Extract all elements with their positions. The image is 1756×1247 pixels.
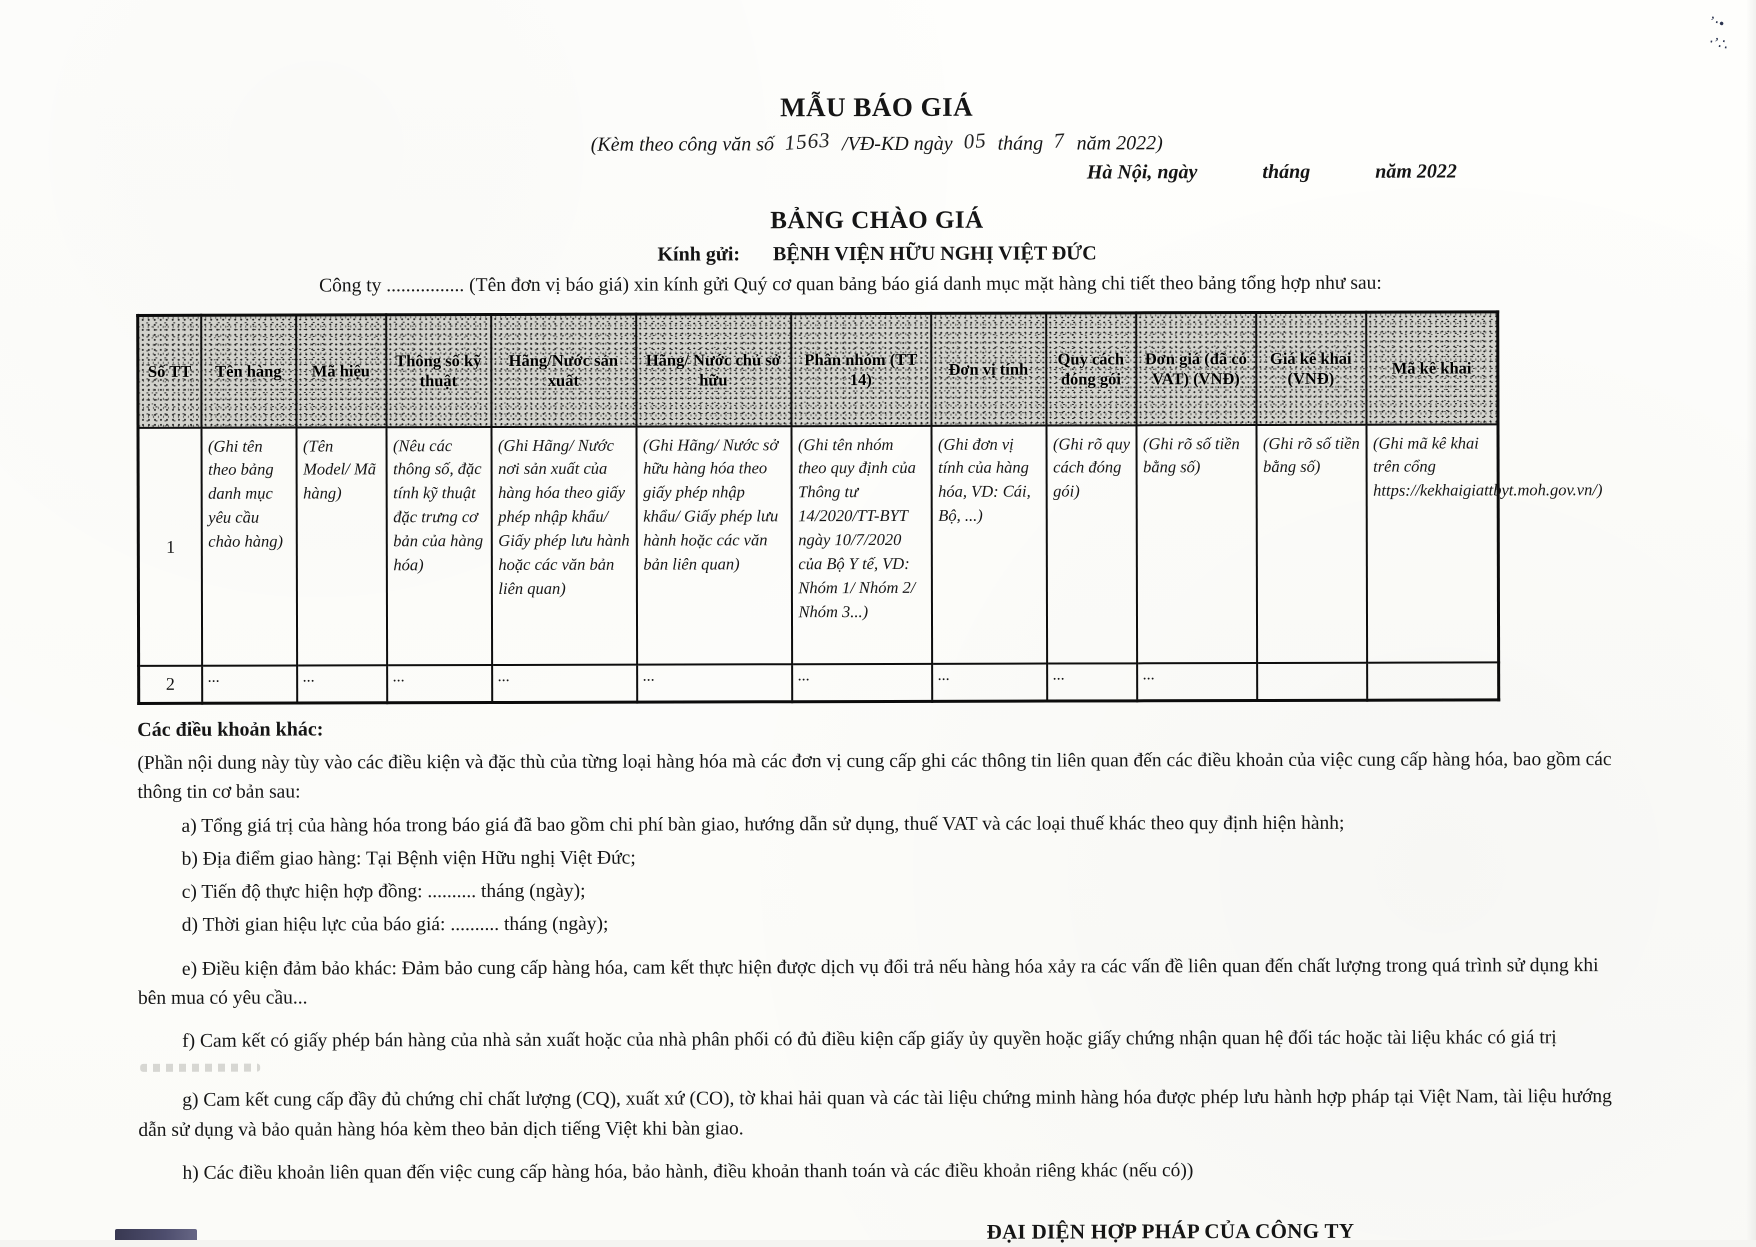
subtitle-prefix: (Kèm theo công văn số	[590, 133, 775, 156]
document-header	[146, 0, 1607, 298]
salutation-label: Kính gửi:	[657, 243, 741, 266]
cell-ma-hieu: (Tên Model/ Mã hàng)	[296, 427, 387, 665]
document-subtitle	[147, 129, 1607, 158]
term-item-f: f) Cam kết có giấy phép bán hàng của nhà sản xuất hoặc của nhà phân phối có đủ điều kiện cấp giấy ủy quyền hoặc giấy chứng nhận quan hệ đối tác hoặc tài liệu khác có giá trị	[182, 1027, 1557, 1052]
scan-smudge-artifact	[140, 1064, 260, 1072]
dateline-month: tháng	[1262, 160, 1311, 183]
cell-hang-chu-so-huu: (Ghi Hãng/ Nước sở hữu hàng hóa theo giấy phép nhập khẩu/ Giấy phép lưu hành hoặc các văn bản liên quan)	[636, 426, 792, 664]
term-item-a: a) Tổng giá trị của hàng hóa trong báo giá đã bao gồm chi phí bàn giao, hướng dẫn sử dụng, thuế VAT và các loại thuế khác theo quy định hiện hành;	[181, 812, 1345, 837]
term-item-d: d) Thời gian hiệu lực của báo giá: .......... tháng (ngày);	[181, 913, 609, 937]
col-header-hang-chu-so-huu: Hãng/ Nước chủ sở hữu	[636, 314, 791, 426]
term-item-b: b) Địa điểm giao hàng: Tại Bệnh viện Hữu nghị Việt Đức;	[181, 847, 636, 870]
col-header-stt: Số TT	[138, 315, 201, 427]
cell-ma-hieu: ...	[297, 665, 387, 703]
handwritten-day: 05	[962, 127, 988, 154]
cell-stt: 1	[138, 427, 202, 665]
cell-stt: 2	[139, 665, 202, 703]
document-title: MẪU BÁO GIÁ	[780, 91, 974, 123]
cell-gia-ke-khai: (Ghi rõ số tiền bằng số)	[1256, 424, 1367, 662]
cell-quy-cach: ...	[1047, 663, 1137, 701]
col-header-gia-ke-khai: Giá kê khai (VNĐ)	[1256, 312, 1366, 424]
subtitle-mid2: tháng	[997, 132, 1044, 155]
cell-ten-hang: ...	[202, 665, 297, 703]
subtitle-suffix: năm 2022)	[1076, 132, 1163, 155]
cell-don-gia: (Ghi rõ số tiền bằng số)	[1136, 425, 1257, 663]
col-header-quy-cach: Quy cách đóng gói	[1046, 313, 1136, 425]
term-item-g: g) Cam kết cung cấp đầy đủ chứng chỉ chất lượng (CQ), xuất xứ (CO), tờ khai hải quan và các tài liệu chứng minh hàng hóa được phép lưu hành hợp pháp tại Việt Nam, tài liệu hướng dẫn sử dụng và bảo quản hàng hóa kèm theo bản dịch tiếng Việt khi bàn giao.	[138, 1086, 1612, 1141]
col-header-don-gia: Đơn giá (đã có VAT) (VNĐ)	[1136, 313, 1256, 425]
cell-don-vi-tinh: ...	[932, 663, 1047, 701]
cell-gia-ke-khai	[1257, 662, 1367, 700]
quotation-table	[136, 310, 1603, 705]
cell-quy-cach: (Ghi rõ quy cách đóng gói)	[1046, 425, 1137, 663]
cell-hang-san-xuat: ...	[492, 664, 637, 702]
table-row	[139, 662, 1499, 704]
table-row	[138, 424, 1499, 666]
dateline-year: năm 2022	[1375, 160, 1457, 183]
salutation-line	[147, 241, 1607, 268]
col-header-ma-ke-khai: Mã kê khai	[1366, 312, 1498, 424]
cell-ma-ke-khai: (Ghi mã kê khai trên cổng https://kekhaigiattbyt.moh.gov.vn/)	[1366, 424, 1499, 662]
terms-intro: (Phần nội dung này tùy vào các điều kiện và đặc thù của từng loại hàng hóa mà các đơn vị cung cấp ghi các thông tin liên quan đến các điều khoản của việc cung cấp hàng hóa, bao gồm các thông tin cơ bản sau:	[137, 749, 1612, 804]
recipient-name: BỆNH VIỆN HỮU NGHỊ VIỆT ĐỨC	[773, 242, 1097, 266]
quote-table-heading: BẢNG CHÀO GIÁ	[770, 206, 984, 235]
signature-title: ĐẠI DIỆN HỢP PHÁP CỦA CÔNG TY	[986, 1218, 1355, 1244]
terms-heading: Các điều khoản khác:	[137, 718, 324, 741]
cell-phan-nhom: ...	[792, 663, 932, 701]
cell-thong-so: ...	[387, 665, 492, 703]
dateline-city: Hà Nội, ngày	[1086, 161, 1198, 184]
col-header-hang-san-xuat: Hãng/Nước sản xuất	[491, 314, 636, 426]
handwritten-month: 7	[1053, 128, 1067, 153]
cell-don-gia: ...	[1137, 663, 1257, 701]
cell-ma-ke-khai	[1367, 662, 1499, 700]
cell-thong-so: (Nêu các thông số, đặc tính kỹ thuật đặc trưng cơ bản của hàng hóa)	[386, 427, 492, 665]
cell-don-vi-tinh: (Ghi đơn vị tính của hàng hóa, VD: Cái, Bộ, ...)	[931, 425, 1047, 663]
scan-corner-artifact	[115, 1229, 197, 1240]
handwritten-doc-number: 1563	[784, 127, 832, 155]
place-date-line	[147, 160, 1607, 187]
cell-hang-chu-so-huu: ...	[637, 664, 792, 702]
term-item-h: h) Các điều khoản liên quan đến việc cung cấp hàng hóa, bảo hành, điều khoản thanh toán và các điều khoản riêng khác (nếu có))	[182, 1159, 1194, 1184]
col-header-thong-so: Thông số kỹ thuật	[386, 315, 491, 427]
col-header-phan-nhom: Phân nhóm (TT 14)	[791, 313, 931, 425]
terms-section	[137, 711, 1623, 1188]
company-intro-line: Công ty ................ (Tên đơn vị báo giá) xin kính gửi Quý cơ quan bảng báo giá danh mục mặt hàng chi tiết theo bảng tổng hợp như sau:	[319, 272, 1382, 297]
col-header-ma-hieu: Mã hiệu	[296, 315, 386, 427]
col-header-ten-hang: Tên hàng	[201, 315, 296, 427]
cell-hang-san-xuat: (Ghi Hãng/ Nước nơi sản xuất của hàng hóa theo giấy phép nhập khẩu/ Giấy phép lưu hành hoặc các văn bản liên quan)	[491, 426, 637, 664]
table-header-row	[138, 312, 1498, 428]
pen-ink-marks: ’⋅• ⋅’∴	[1703, 13, 1730, 55]
cell-ten-hang: (Ghi tên theo bảng danh mục yêu cầu chào hàng)	[201, 427, 297, 665]
term-item-c: c) Tiến độ thực hiện hợp đồng: .......... tháng (ngày);	[181, 880, 586, 903]
subtitle-mid1: /VĐ-KD ngày	[842, 132, 953, 156]
col-header-don-vi-tinh: Đơn vị tính	[931, 313, 1046, 425]
term-item-e: e) Điều kiện đảm bảo khác: Đảm bảo cung cấp hàng hóa, cam kết thực hiện được dịch vụ đổi trả nếu hàng hóa xảy ra các vấn đề liên quan đến chất lượng trong quá trình sử dụng khi bên mua có yêu cầu...	[137, 954, 1599, 1009]
cell-phan-nhom: (Ghi tên nhóm theo quy định của Thông tư 14/2020/TT-BYT ngày 10/7/2020 của Bộ Y tế, VD: Nhóm 1/ Nhóm 2/ Nhóm 3...)	[791, 425, 932, 663]
